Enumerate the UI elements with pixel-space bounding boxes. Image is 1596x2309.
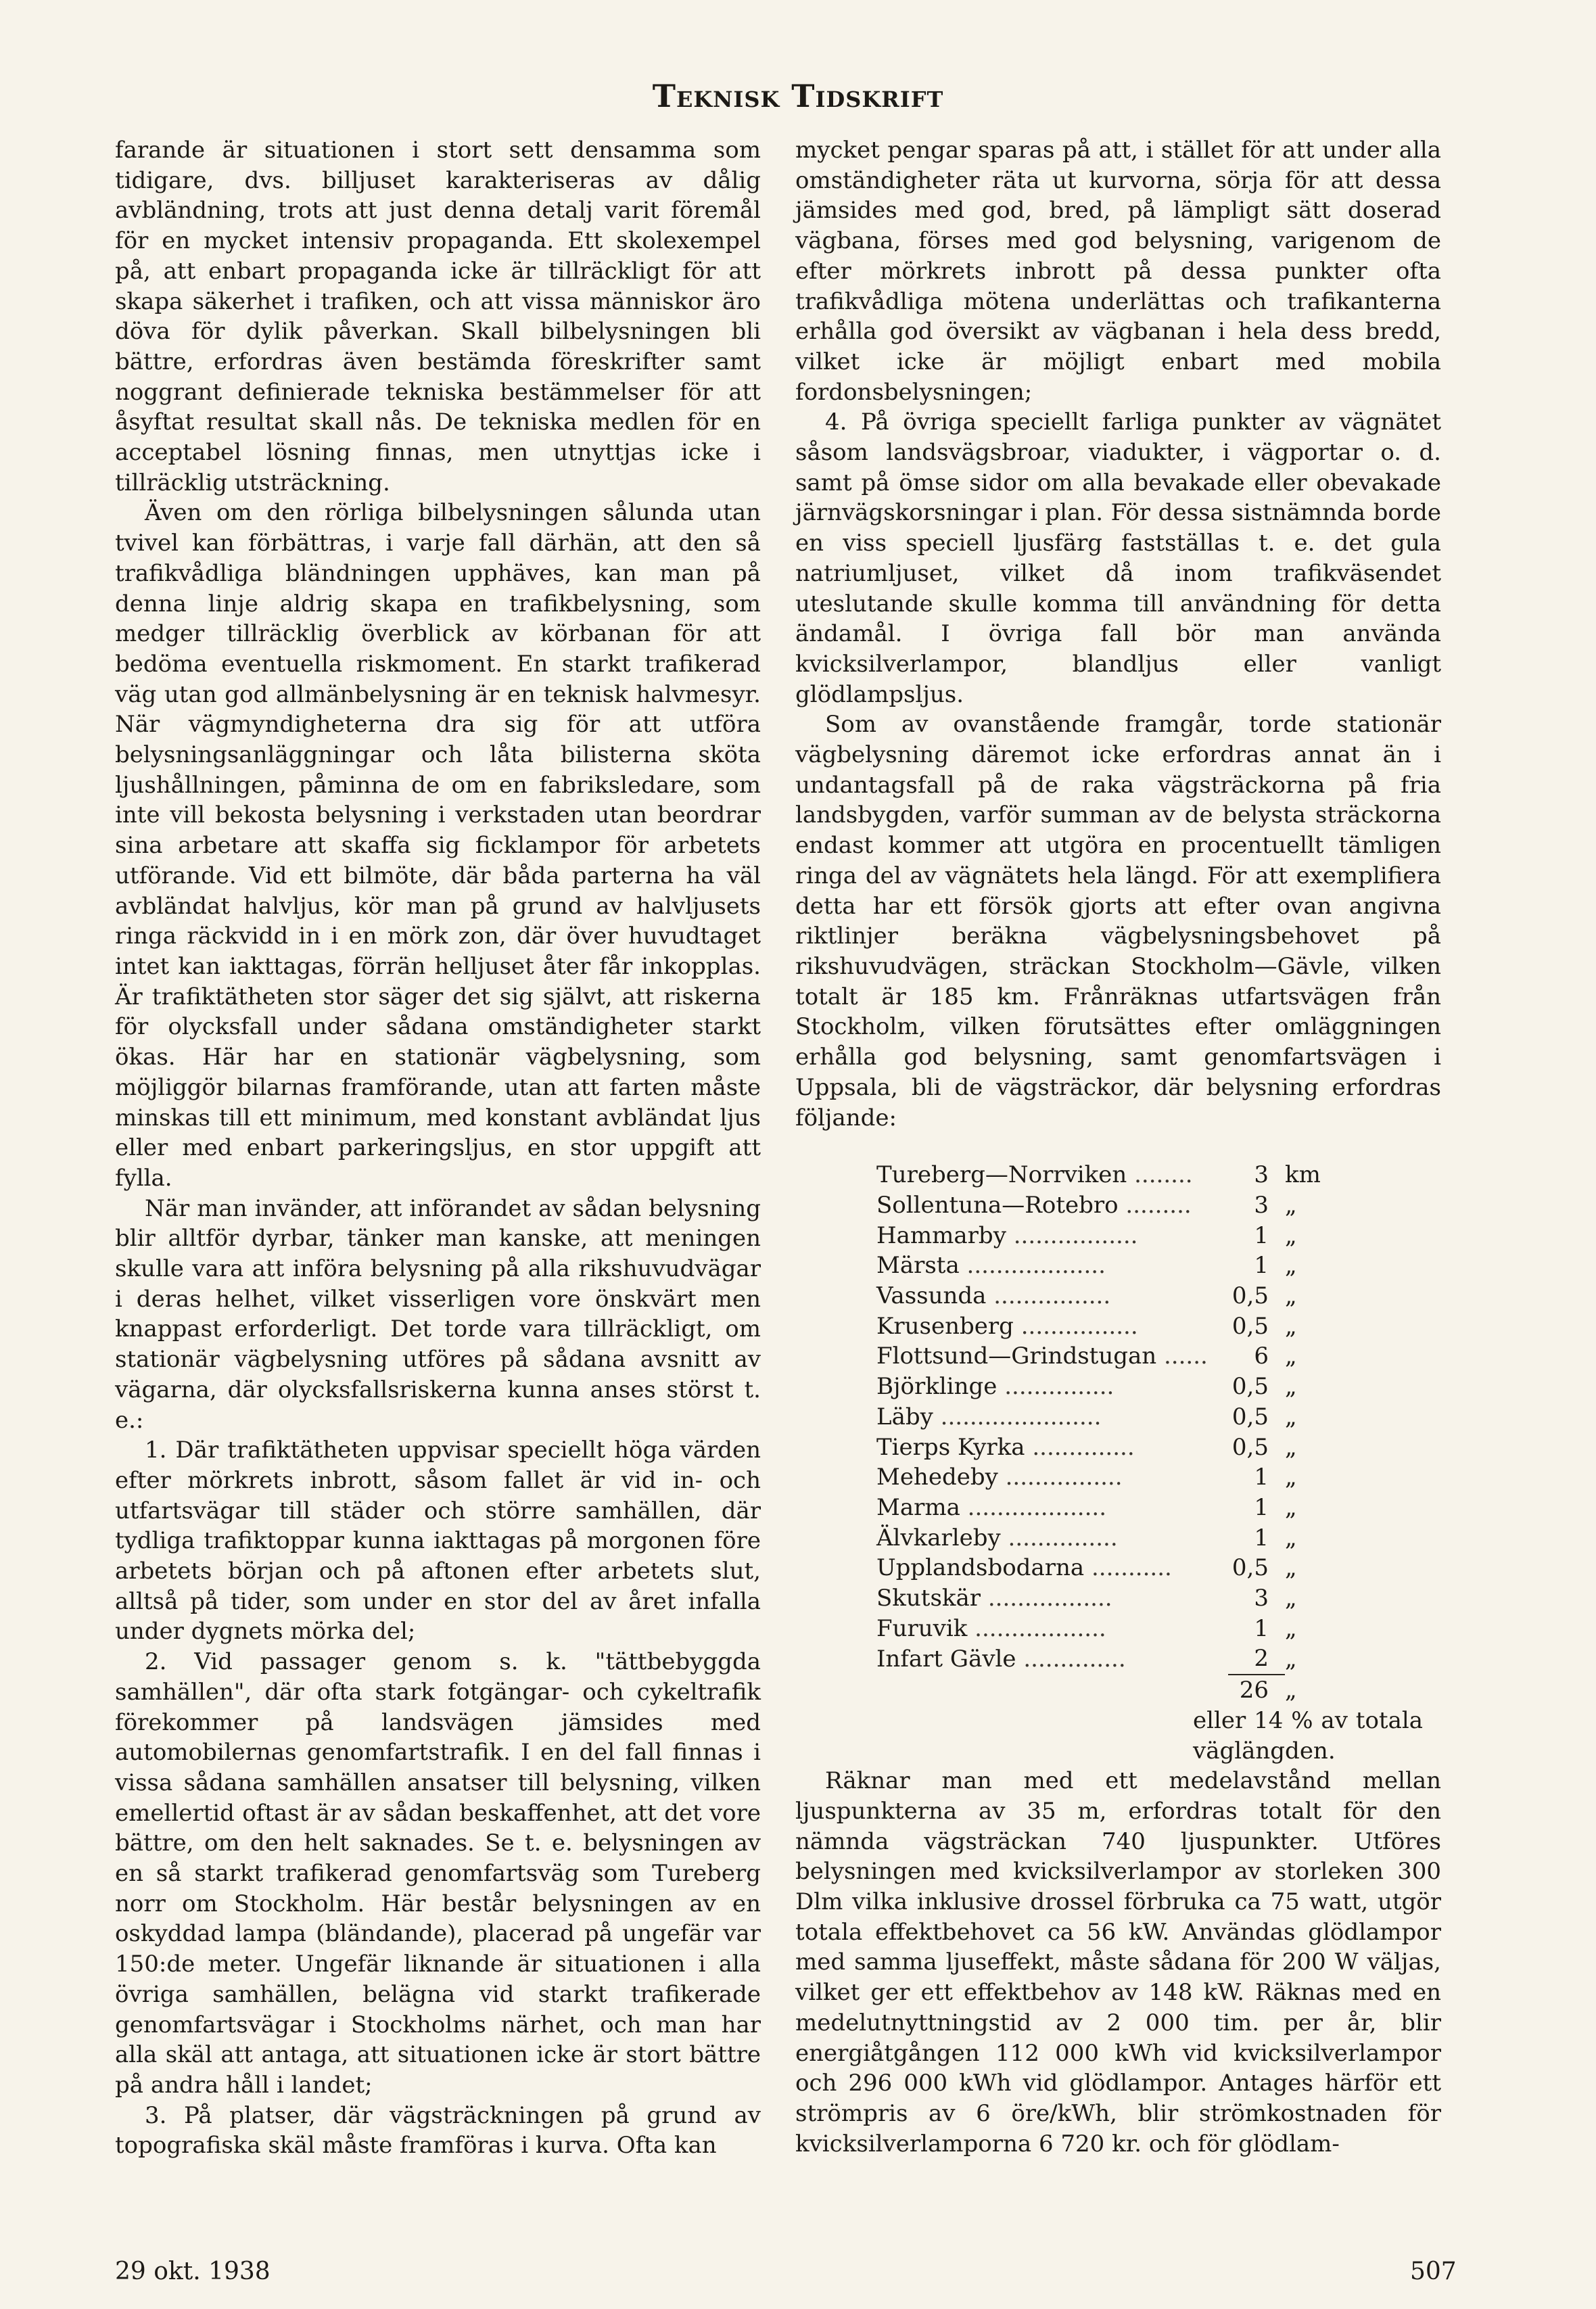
km-value: 1 [1254,1524,1269,1552]
paragraph: Även om den rörliga bilbelysningen sålunda utan tvivel kan förbättras, i varje fall därhän, att den så trafikvådliga bländningen upphäves, kan man på denna linje aldrig skapa en trafikbelysning, som medger tillräcklig överblick av körbanan för att bedöma eventuella riskmoment. En starkt trafikerad väg utan god allmänbelysning är en teknisk halvmesyr. När vägmyndigheterna dra sig för att utföra belysningsanläggningar och låta bilisterna sköta ljushållningen, påminna de om en fabriksledare, som inte vill bekosta belysning i verkstaden utan beordrar sina arbetare att skaffa sig ficklampor för arbetets utförande. Vid ett bilmöte, där båda parterna ha väl avbländat halvljus, kör man på grund av halvljusets ringa räckvidd in i en mörk zon, där över huvudtaget intet kan iakttagas, förrän helljuset åter får inkopplas. Är trafiktätheten stor säger det sig självt, att riskerna för olycksfall under sådana omständigheter starkt ökas. Här har en stationär vägbelysning, som möjliggör bilarnas framförande, utan att farten måste minskas till ett minimum, med konstant avbländat ljus eller med enbart parkeringsljus, en stor uppgift att fylla. [115,499,761,1192]
leader-dots: ...... [1163,1343,1208,1370]
leader-dots: ............... [1004,1373,1114,1401]
km-value: 3 [1254,1585,1269,1612]
place-name: Upplandsbodarna [876,1554,1085,1582]
unit: „ [1285,1433,1297,1461]
place-name: Furuvik [876,1614,968,1642]
place-name: Läby [876,1403,933,1430]
unit: „ [1285,1252,1297,1280]
leader-dots: ................. [1013,1221,1138,1249]
km-value: 1 [1254,1614,1269,1642]
place-name: Björklinge [876,1373,998,1401]
distance-row [876,1583,1332,1614]
place-name: Flottsund—Grindstugan [876,1343,1157,1370]
place-name: Vassunda [876,1282,987,1310]
paragraph: 3. På platser, där vägsträckningen på grund av topografiska skäl måste framföras i kurva. Ofta kan [115,2101,761,2160]
km-value: 0,5 [1231,1554,1269,1582]
leader-dots: ................ [1005,1464,1123,1491]
place-name: Älvkarleby [876,1524,1001,1552]
distance-row [876,1311,1332,1342]
place-name: Hammarby [876,1221,1006,1249]
distance-row [876,1341,1332,1372]
unit: „ [1285,1645,1297,1673]
total-km: 26 [1228,1675,1285,1706]
leader-dots: ......... [1125,1191,1192,1219]
km-value: 1 [1254,1252,1269,1280]
leader-dots: ............... [1008,1524,1118,1552]
distance-table [876,1160,1332,1706]
distance-row [876,1251,1332,1281]
place-name: Sollentuna—Rotebro [876,1191,1119,1219]
place-name: Tureberg—Norrviken [876,1161,1127,1189]
leader-dots: ................. [987,1585,1112,1612]
km-value: 2 [1254,1645,1269,1673]
unit: km [1285,1161,1321,1189]
unit: „ [1285,1191,1297,1219]
leader-dots: .............. [1032,1433,1135,1461]
leader-dots: ........... [1091,1554,1172,1582]
unit: „ [1285,1493,1297,1521]
leader-dots: .............. [1023,1645,1126,1673]
right-column [795,135,1441,2159]
km-value: 1 [1254,1464,1269,1491]
place-name: Tierps Kyrka [876,1433,1025,1461]
unit: „ [1285,1312,1297,1340]
unit: „ [1285,1221,1297,1249]
distance-row [876,1462,1332,1493]
unit: „ [1285,1343,1297,1370]
distance-row [876,1372,1332,1402]
km-value: 0,5 [1231,1282,1269,1310]
distance-row [876,1614,1332,1644]
paragraph: 2. Vid passager genom s. k. "tättbebyggda samhällen", där ofta stark fotgängar- och cykeltrafik förekommer på landsvägen jämsides med automobilernas genomfartstrafik. I en del fall finnas i vissa sådana samhällen ansatser till belysning, vilken emellertid oftast är av sådan beskaffenhet, att det vore bättre, om den helt saknades. Se t. e. belysningen av en så starkt trafikerad genomfartsväg som Tureberg norr om Stockholm. Här består belysningen av en oskyddad lampa (bländande), placerad på ungefär var 150:de meter. Ungefär liknande är situationen i alla övriga samhällen, belägna vid starkt trafikerade genomfartsvägar i Stockholms närhet, och man har alla skäl att antaga, att situationen icke är stort bättre på andra håll i landet; [115,1648,761,2099]
total-row [876,1675,1332,1706]
unit: „ [1285,1464,1297,1491]
distance-row [876,1160,1332,1190]
distance-row [876,1523,1332,1554]
distance-row [876,1643,1332,1675]
unit: „ [1285,1282,1297,1310]
leader-dots: ...................... [940,1403,1102,1430]
leader-dots: ................... [966,1252,1106,1280]
place-name: Mehedeby [876,1464,998,1491]
leader-dots: ................ [993,1282,1111,1310]
km-value: 0,5 [1231,1433,1269,1461]
page-number: 507 [1410,2258,1457,2285]
paragraph: farande är situationen i stort sett densamma som tidigare, dvs. billjuset karakteriseras av dålig avbländning, trots att just denna detalj varit föremål för en mycket intensiv propaganda. Ett skolexempel på, att enbart propaganda icke är tillräckligt för att skapa säkerhet i trafiken, och att vissa människor äro döva för dylik påverkan. Skall bilbelysningen bli bättre, erfordras även bestämda föreskrifter samt noggrant definierade tekniska bestämmelser för att åsyftat resultat skall nås. De tekniska medlen för en acceptabel lösning finnas, men utnyttjas icke i tillräcklig utsträckning. [115,137,761,496]
leader-dots: .................. [975,1614,1106,1642]
place-name: Marma [876,1493,960,1521]
km-value: 3 [1254,1161,1269,1189]
distance-row [876,1221,1332,1251]
place-name: Skutskär [876,1585,981,1612]
km-value: 0,5 [1231,1403,1269,1430]
paragraph: När man invänder, att införandet av sådan belysning blir alltför dyrbar, tänker man kanske, att meningen skulle vara att införa belysning på alla rikshuvudvägar i deras helhet, vilket visserligen vore önskvärt men knappast erforderligt. Det torde vara tillräckligt, om stationär vägbelysning utföres på sådana avsnitt av vägarna, där olycksfallsriskerna kunna anses störst t. e.: [115,1194,761,1434]
distance-row [876,1432,1332,1463]
distance-row [876,1402,1332,1432]
place-name: Infart Gävle [876,1645,1016,1673]
unit: „ [1285,1373,1297,1401]
km-value: 1 [1254,1493,1269,1521]
total-unit: „ [1285,1676,1297,1704]
unit: „ [1285,1585,1297,1612]
left-column [115,135,761,2161]
paragraph: mycket pengar sparas på att, i stället för att under alla omständigheter räta ut kurvorna, sörja för att dessa jämsides med god, bred, på lämpligt sätt doserad vägbana, förses med god belysning, varigenom de efter mörkrets inbrott på dessa punkter ofta trafikvådliga mötena underlättas och trafikanterna erhålla god översikt av vägbanan i hela dess bredd, vilket icke är möjligt enbart med mobila fordonsbelysningen; [795,137,1441,406]
unit: „ [1285,1524,1297,1552]
footer-date: 29 okt. 1938 [115,2258,271,2285]
unit: „ [1285,1554,1297,1582]
distance-row [876,1190,1332,1221]
distance-row [876,1281,1332,1311]
leader-dots: ................ [1020,1312,1138,1340]
paragraph: 1. Där trafiktätheten uppvisar speciellt höga värden efter mörkrets inbrott, såsom fallet är vid in- och utfartsvägar till städer och större samhällen, där tydliga trafiktoppar kunna iakttagas på morgonen före arbetets början och på aftonen efter arbetets slut, alltså på tider, som under en stor del av året infalla under dygnets mörka del; [115,1437,761,1646]
leader-dots: ................... [967,1493,1107,1521]
km-value: 6 [1254,1343,1269,1370]
km-value: 1 [1254,1221,1269,1249]
distance-row [876,1493,1332,1523]
km-value: 0,5 [1231,1312,1269,1340]
running-head: Teknisk Tidskrift [652,78,944,114]
paragraph: Räknar man med ett medelavstånd mellan ljuspunkterna av 35 m, erfordras totalt för den nämnda vägsträckan 740 ljuspunkter. Utföres belysningen med kvicksilverlampor av storleken 300 Dlm vilka inklusive drossel förbruka ca 75 watt, utgör totala effektbehovet ca 56 kW. Användas glödlampor med samma ljuseffekt, måste sådana för 200 W väljas, vilket ger ett effektbehov av 148 kW. Räknas med en medelutnyttningstid av 2 000 tim. per år, blir energiåtgången 112 000 kWh vid kvicksilverlampor och 296 000 kWh vid glödlampor. Antages härför ett strömpris av 6 öre/kWh, blir strömkostnaden för kvicksilverlamporna 6 720 kr. och för glödlam- [795,1767,1441,2158]
paragraph: 4. På övriga speciellt farliga punkter av vägnätet såsom landsvägsbroar, viadukter, i vägportar o. d. samt på ömse sidor om alla bevakade eller obevakade järnvägskorsningar i plan. För dessa sistnämnda borde en viss speciell ljusfärg fastställas t. e. det gula natriumljuset, vilket då inom trafikväsendet uteslutande skulle komma till användning för detta ändamål. I övriga fall bör man använda kvicksilverlampor, blandljus eller vanligt glödlampsljus. [795,409,1441,708]
distance-row [876,1553,1332,1583]
distance-summary: eller 14 % av totala väglängden. [1193,1706,1423,1765]
place-name: Krusenberg [876,1312,1014,1340]
unit: „ [1285,1614,1297,1642]
leader-dots: ........ [1134,1161,1193,1189]
unit: „ [1285,1403,1297,1430]
km-value: 3 [1254,1191,1269,1219]
paragraph: Som av ovanstående framgår, torde stationär vägbelysning däremot icke erfordras annat än i undantagsfall på de raka vägsträckorna på fria landsbygden, varför summan av de belysta sträckorna endast kommer att utgöra en procentuellt tämligen ringa del av vägnätets hela längd. För att exemplifiera detta har ett försök gjorts att efter ovan angivna riktlinjer beräkna vägbelysningsbehovet på rikshuvudvägen, sträckan Stockholm—Gävle, vilken totalt är 185 km. Frånräknas utfartsvägen från Stockholm, vilken förutsättes efter omläggningen erhålla god belysning, samt genomfartsvägen i Uppsala, bli de vägsträckor, där belysning erfordras följande: [795,711,1441,1132]
km-value: 0,5 [1231,1373,1269,1401]
place-name: Märsta [876,1252,960,1280]
